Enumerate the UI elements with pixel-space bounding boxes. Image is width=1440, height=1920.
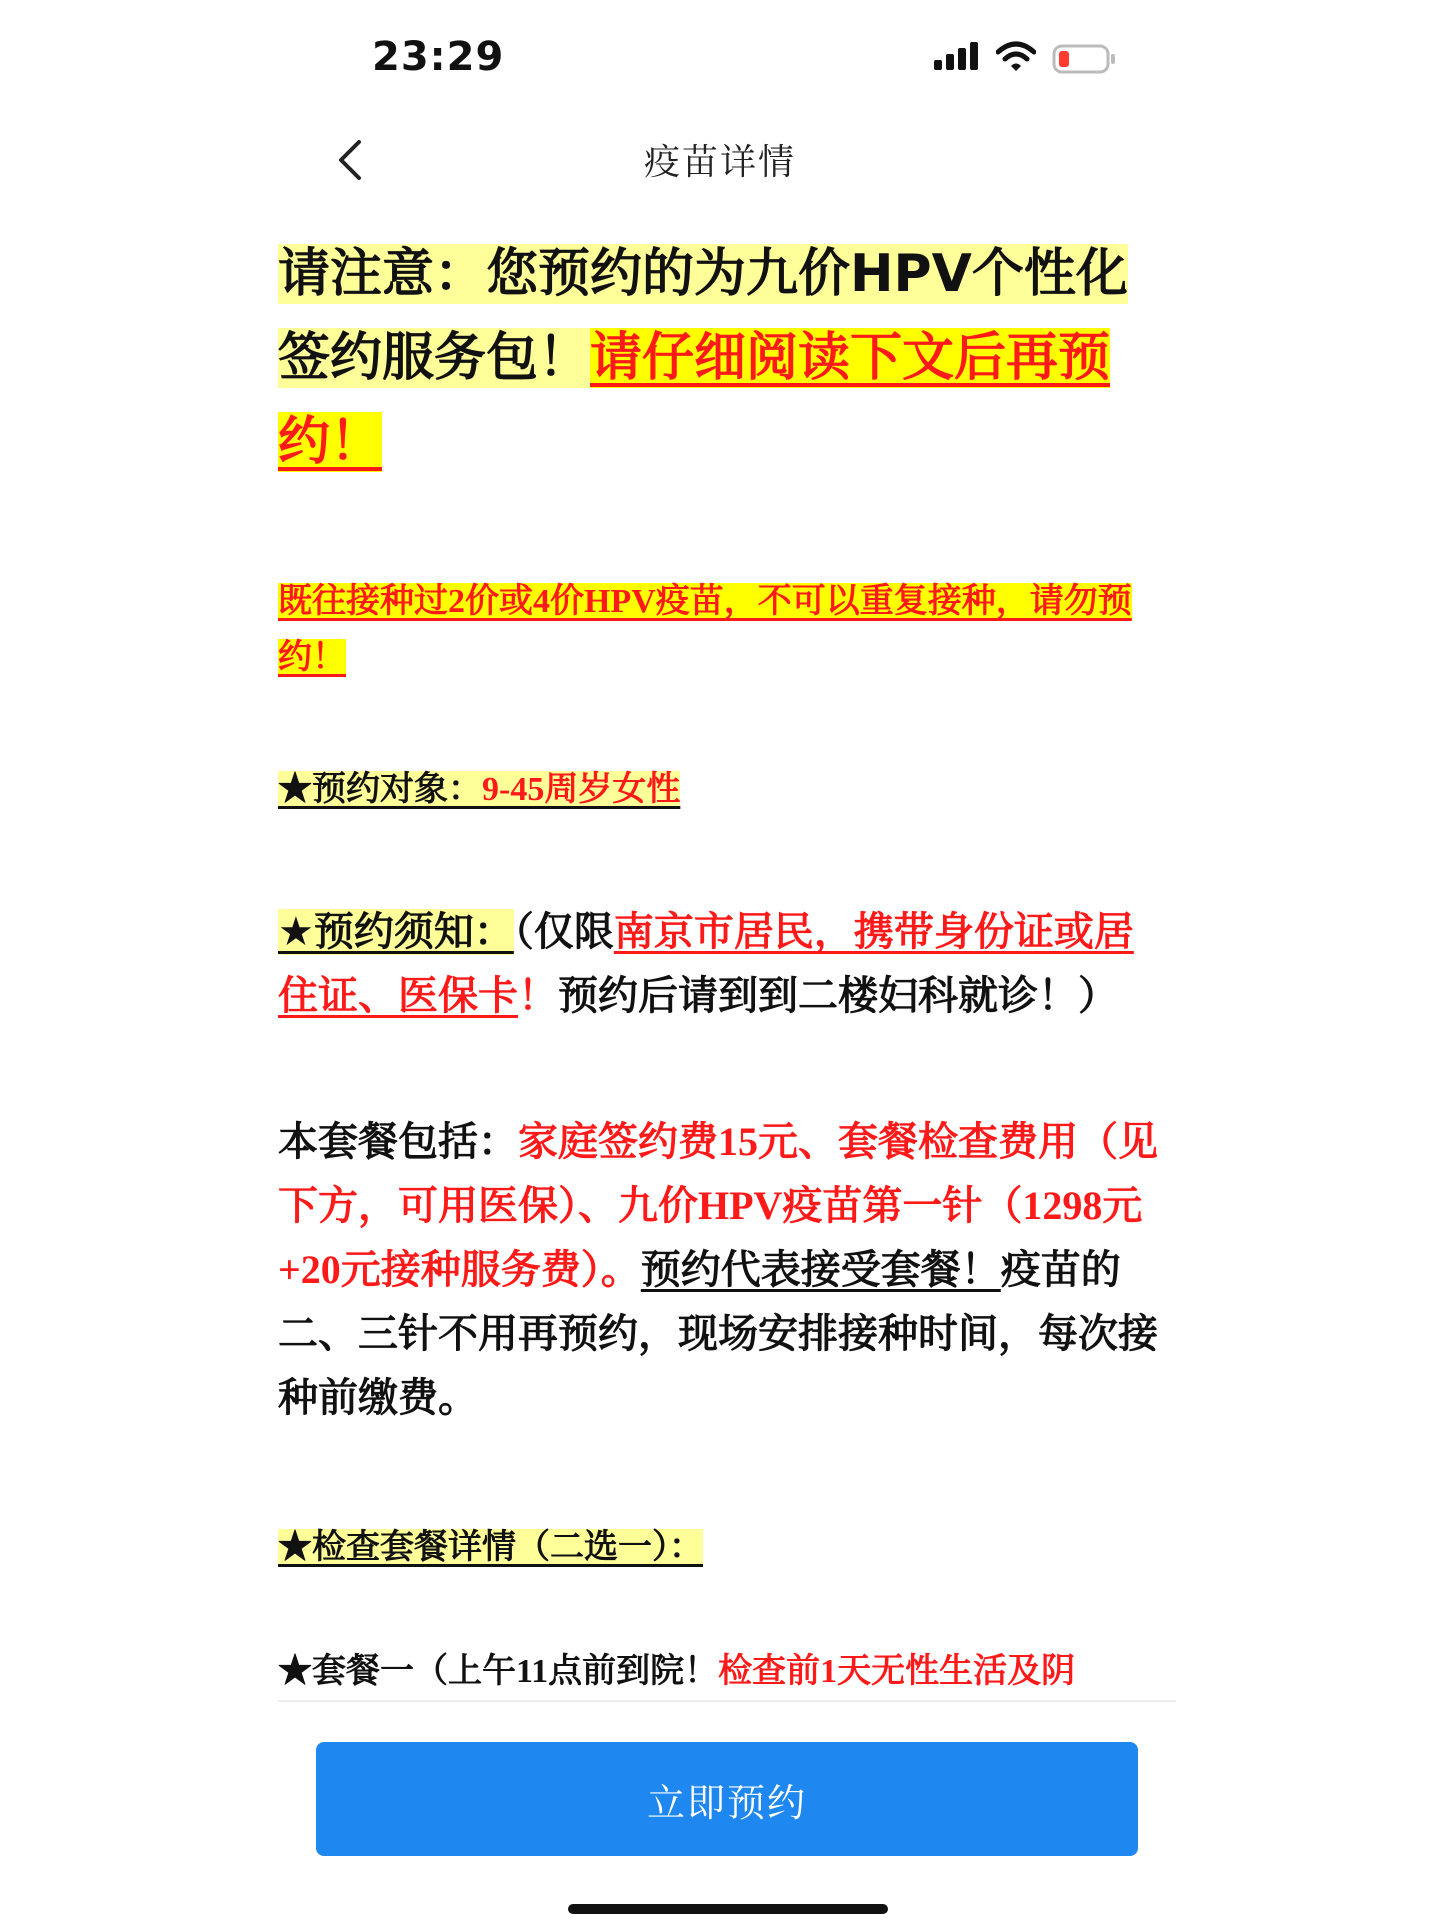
rules-mark: ！ bbox=[518, 973, 558, 1019]
target-value: 9-45周岁女性 bbox=[482, 771, 681, 808]
wifi-icon bbox=[996, 40, 1036, 74]
package-acceptance: 预约代表接受套餐！ bbox=[640, 1247, 1001, 1292]
notice-text: 请注意：您预约的为九价HPV个性化签约服务包！ bbox=[278, 244, 1128, 388]
package-label: 本套餐包括： bbox=[278, 1119, 518, 1164]
target-wrap bbox=[278, 771, 680, 808]
rules-rest: 预约后请到到二楼妇科就诊！） bbox=[558, 973, 1118, 1019]
home-indicator[interactable] bbox=[568, 1904, 888, 1914]
vaccine-detail-content bbox=[278, 232, 1170, 1700]
target-label: ★预约对象： bbox=[278, 771, 482, 808]
package-one-label: ★套餐一（上午11点前到院！ bbox=[278, 1653, 719, 1690]
repeat-warning-paragraph bbox=[278, 574, 1170, 686]
notice-paragraph bbox=[278, 232, 1170, 484]
check-title: ★检查套餐详情（二选一）： bbox=[278, 1529, 703, 1566]
package-one-note: 检查前1天无性生活及阴 bbox=[718, 1653, 1076, 1690]
signal-icon bbox=[934, 42, 982, 74]
rules-requirement: 南京市居民，携带身份证或居住证、医保卡 bbox=[278, 909, 1134, 1019]
status-bar bbox=[0, 0, 1440, 120]
rules-paragraph bbox=[278, 900, 1170, 1028]
book-now-button[interactable]: 立即预约 bbox=[316, 1742, 1138, 1856]
battery-low-icon bbox=[1052, 44, 1116, 74]
nav-bar bbox=[0, 120, 1440, 200]
rules-open: （仅限 bbox=[513, 909, 614, 955]
target-paragraph bbox=[278, 762, 1170, 818]
package-paragraph bbox=[278, 1110, 1170, 1430]
repeat-warning: 既往接种过2价或4价HPV疫苗，不可以重复接种，请勿预约！ bbox=[278, 583, 1132, 676]
rules-label: ★预约须知： bbox=[278, 909, 514, 955]
notice-warning: 请仔细阅读下文后再预约！ bbox=[278, 328, 1111, 472]
status-time: 23:29 bbox=[372, 34, 505, 80]
divider bbox=[278, 1700, 1176, 1702]
page-title: 疫苗详情 bbox=[643, 142, 796, 183]
check-title-paragraph bbox=[278, 1520, 1170, 1576]
package-rest: 疫苗的二、三针不用再预约，现场安排接种时间，每次接种前缴费。 bbox=[278, 1247, 1158, 1420]
package-one-paragraph bbox=[278, 1644, 1170, 1700]
package-contents: 家庭签约费15元、套餐检查费用（见下方，可用医保）、九价HPV疫苗第一针（1298元+20元接种服务费）。 bbox=[278, 1119, 1158, 1292]
